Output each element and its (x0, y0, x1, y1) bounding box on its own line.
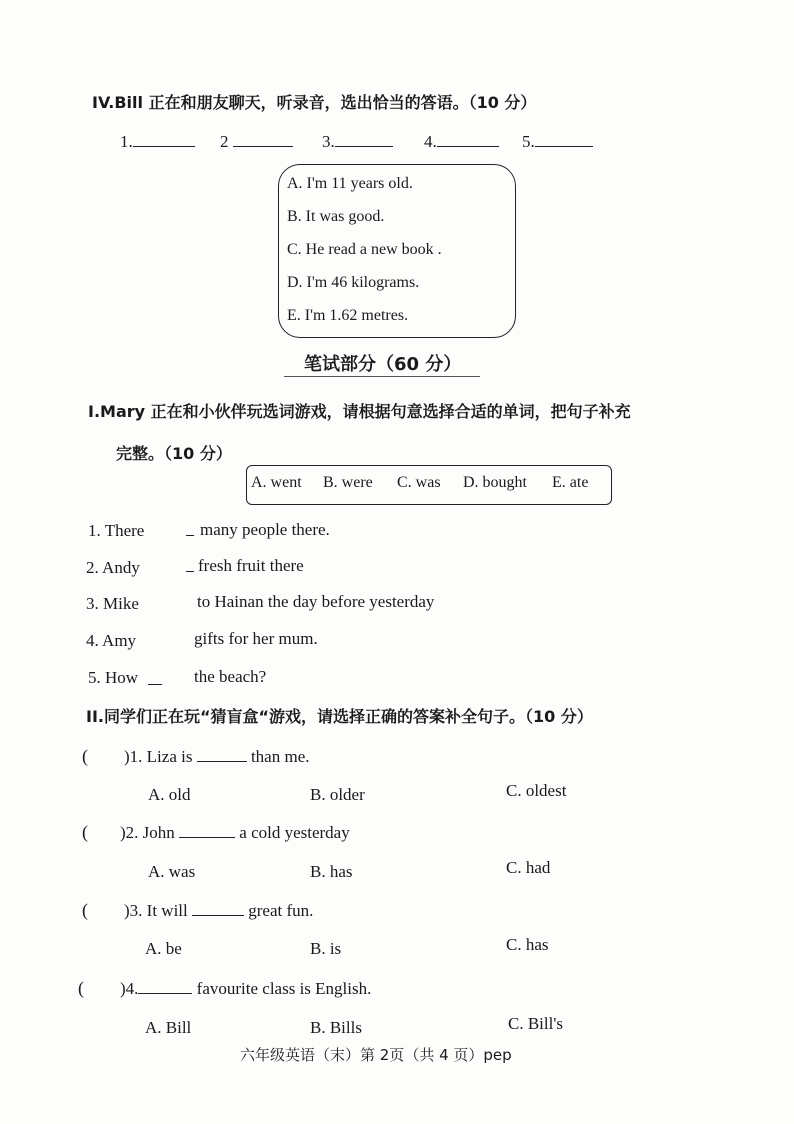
q4-option-b[interactable]: B. Bills (310, 1018, 362, 1037)
answer-paren-open[interactable]: ( (82, 746, 88, 766)
answer-paren-open[interactable]: ( (82, 822, 88, 842)
heading-underline (284, 376, 480, 377)
word-option-c: C. was (397, 474, 441, 491)
q1-option-a[interactable]: A. old (148, 785, 191, 804)
sentence-4-start: 4. Amy (86, 631, 137, 650)
question-1-stem (124, 747, 310, 767)
question-tail-text: favourite class is English. (196, 979, 372, 998)
section1-title-cont: 完整。（10 分） (116, 444, 232, 463)
question-stem-text: )2. John (120, 823, 175, 842)
q4-option-c[interactable]: C. Bill's (508, 1014, 564, 1033)
written-part-heading: 笔试部分（60 分） (304, 354, 462, 375)
question-blank[interactable] (138, 979, 192, 994)
q1-option-c[interactable]: C. oldest (506, 781, 567, 800)
question-tail-text: great fun. (248, 901, 314, 920)
answer-blank[interactable] (335, 132, 393, 147)
sentence-2-start: 2. Andy (86, 558, 140, 577)
q2-option-b[interactable]: B. has (310, 862, 353, 881)
answer-number: 2 (220, 132, 229, 151)
q2-option-a[interactable]: A. was (148, 862, 196, 881)
question-blank[interactable] (192, 901, 244, 916)
q2-option-c[interactable]: C. had (506, 858, 551, 877)
listening-title: IV.Bill 正在和朋友聊天，听录音，选出恰当的答语。（10 分） (92, 93, 537, 112)
q3-option-c[interactable]: C. has (506, 935, 549, 954)
question-2-stem (120, 823, 350, 843)
question-blank[interactable] (179, 823, 235, 838)
option-d: D. I'm 46 kilograms. (287, 274, 420, 291)
option-a: A. I'm 11 years old. (287, 175, 413, 192)
word-bank-box (246, 465, 612, 505)
sentence-5-start: 5. How (88, 668, 139, 687)
q3-option-a[interactable]: A. be (145, 939, 182, 958)
sentence-blank[interactable] (148, 674, 162, 685)
listening-options-box (278, 164, 516, 338)
answer-slot-4 (424, 132, 499, 152)
sentence-5-end: the beach? (194, 667, 267, 686)
question-blank[interactable] (197, 747, 247, 762)
sentence-1-start: 1. There (88, 521, 145, 540)
answer-slot-3 (322, 132, 393, 152)
answer-blank[interactable] (233, 132, 293, 147)
sentence-4-end: gifts for her mum. (194, 629, 318, 648)
question-3-stem (124, 901, 313, 921)
sentence-3-start: 3. Mike (86, 594, 139, 613)
question-stem-text: )1. Liza is (124, 747, 193, 766)
answer-number: 1. (120, 132, 133, 151)
question-tail-text: a cold yesterday (239, 823, 350, 842)
sentence-3-end: to Hainan the day before yesterday (197, 592, 435, 611)
answer-blank[interactable] (535, 132, 593, 147)
answer-number: 4. (424, 132, 437, 151)
q3-option-b[interactable]: B. is (310, 939, 342, 958)
sentence-blank[interactable] (186, 525, 194, 536)
sentence-blank[interactable] (186, 561, 194, 572)
sentence-1-end: many people there. (200, 520, 330, 539)
word-option-a: A. went (251, 474, 302, 491)
answer-slot-1 (120, 132, 195, 152)
answer-number: 3. (322, 132, 335, 151)
sentence-2-end: fresh fruit there (198, 556, 304, 575)
q1-option-b[interactable]: B. older (310, 785, 365, 804)
answer-slot-5 (522, 132, 593, 152)
page-footer: 六年级英语（末）第 2页（共 4 页）pep (240, 1046, 512, 1064)
answer-paren-open[interactable]: ( (78, 978, 84, 998)
word-option-b: B. were (323, 474, 373, 491)
question-stem-text: )3. It will (124, 901, 188, 920)
q4-option-a[interactable]: A. Bill (145, 1018, 192, 1037)
answer-blank[interactable] (133, 132, 195, 147)
answer-blank[interactable] (437, 132, 499, 147)
option-b: B. It was good. (287, 208, 385, 225)
section2-title: II.同学们正在玩“猜盲盒“游戏，请选择正确的答案补全句子。（10 分） (86, 707, 593, 726)
option-e: E. I'm 1.62 metres. (287, 307, 409, 324)
answer-paren-open[interactable]: ( (82, 900, 88, 920)
answer-number: 5. (522, 132, 535, 151)
answer-slot-2 (220, 132, 293, 152)
word-option-d: D. bought (463, 474, 527, 491)
question-stem-text: )4. (120, 979, 139, 998)
word-option-e: E. ate (552, 474, 589, 491)
question-tail-text: than me. (250, 747, 310, 766)
question-4-stem (120, 979, 371, 999)
option-c: C. He read a new book . (287, 241, 442, 258)
section1-title: I.Mary 正在和小伙伴玩选词游戏，请根据句意选择合适的单词，把句子补充 (88, 402, 631, 421)
